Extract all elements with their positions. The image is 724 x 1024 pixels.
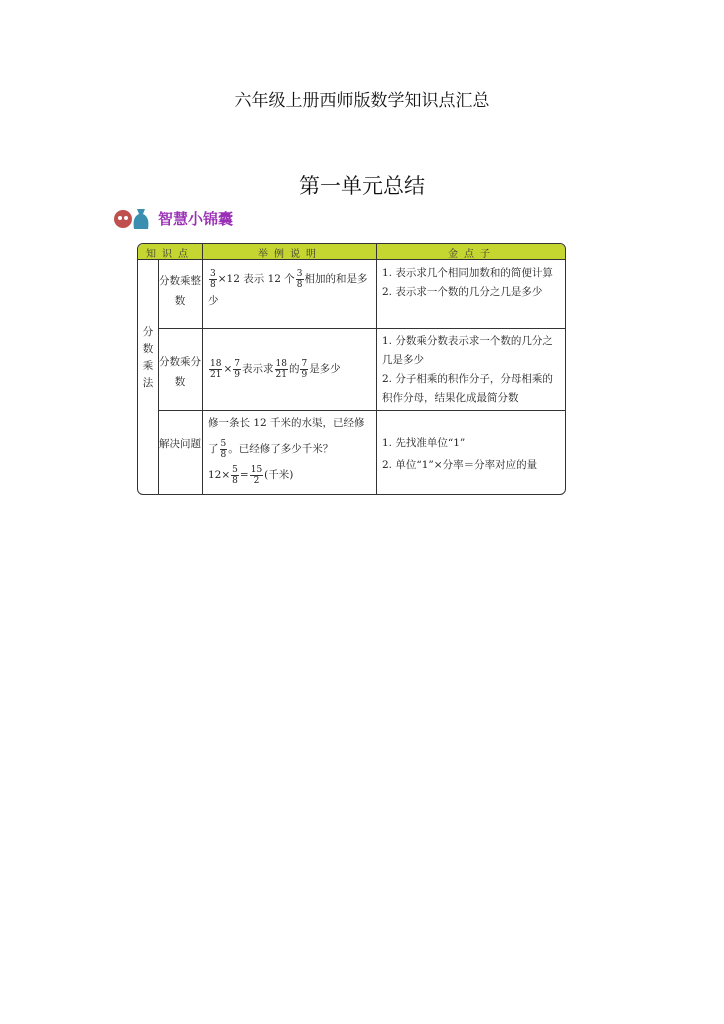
tips-badge [112, 205, 233, 231]
tips-list: 1. 分数乘分数表示求一个数的几分之几是多少 2. 分子相乘的积作分子，分母相乘的积作分母，结果化成最简分数 [382, 335, 553, 404]
header-tips: 金点子 [448, 249, 496, 260]
category-label: 分数乘法 [142, 326, 154, 389]
mascot-icon [112, 205, 152, 231]
example-text: $\frac{3}{8}$ ×12 表示 12 个 $\frac{3}{8}$ 相加的和是多少 [208, 268, 368, 307]
example-text: 修一条长 12 千米的水渠，已经修 了 $\frac{5}{8}$ 。已经修了多少千米？ 12× $\frac{5}{8}$ = $\frac{15}{2}$ (千米) [208, 417, 365, 486]
header-examples: 举例说明 [258, 249, 322, 260]
topic-label: 解决问题 [159, 438, 201, 450]
badge-label: 智慧小锦囊 [158, 209, 234, 228]
tips-list: 1. 先找准单位“1” 2. 单位“1”×分率＝分率对应的量 [382, 437, 538, 471]
example-text: $\frac{18}{21}$ × $\frac{7}{9}$ 表示求 $\frac{18}{21}$ 的 $\frac{7}{9}$ 是多少 [210, 358, 341, 380]
document-title: 六年级上册西师版数学知识点汇总 [234, 91, 490, 111]
topic-label: 分数乘整数 [159, 275, 201, 307]
header-knowledge: 知识点 [146, 249, 194, 260]
summary-table [137, 243, 566, 495]
tips-list: 1. 表示求几个相同加数和的简便计算 2. 表示求一个数的几分之几是多少 [382, 267, 553, 298]
unit-title: 第一单元总结 [299, 174, 425, 198]
topic-label: 分数乘分数 [159, 356, 201, 388]
